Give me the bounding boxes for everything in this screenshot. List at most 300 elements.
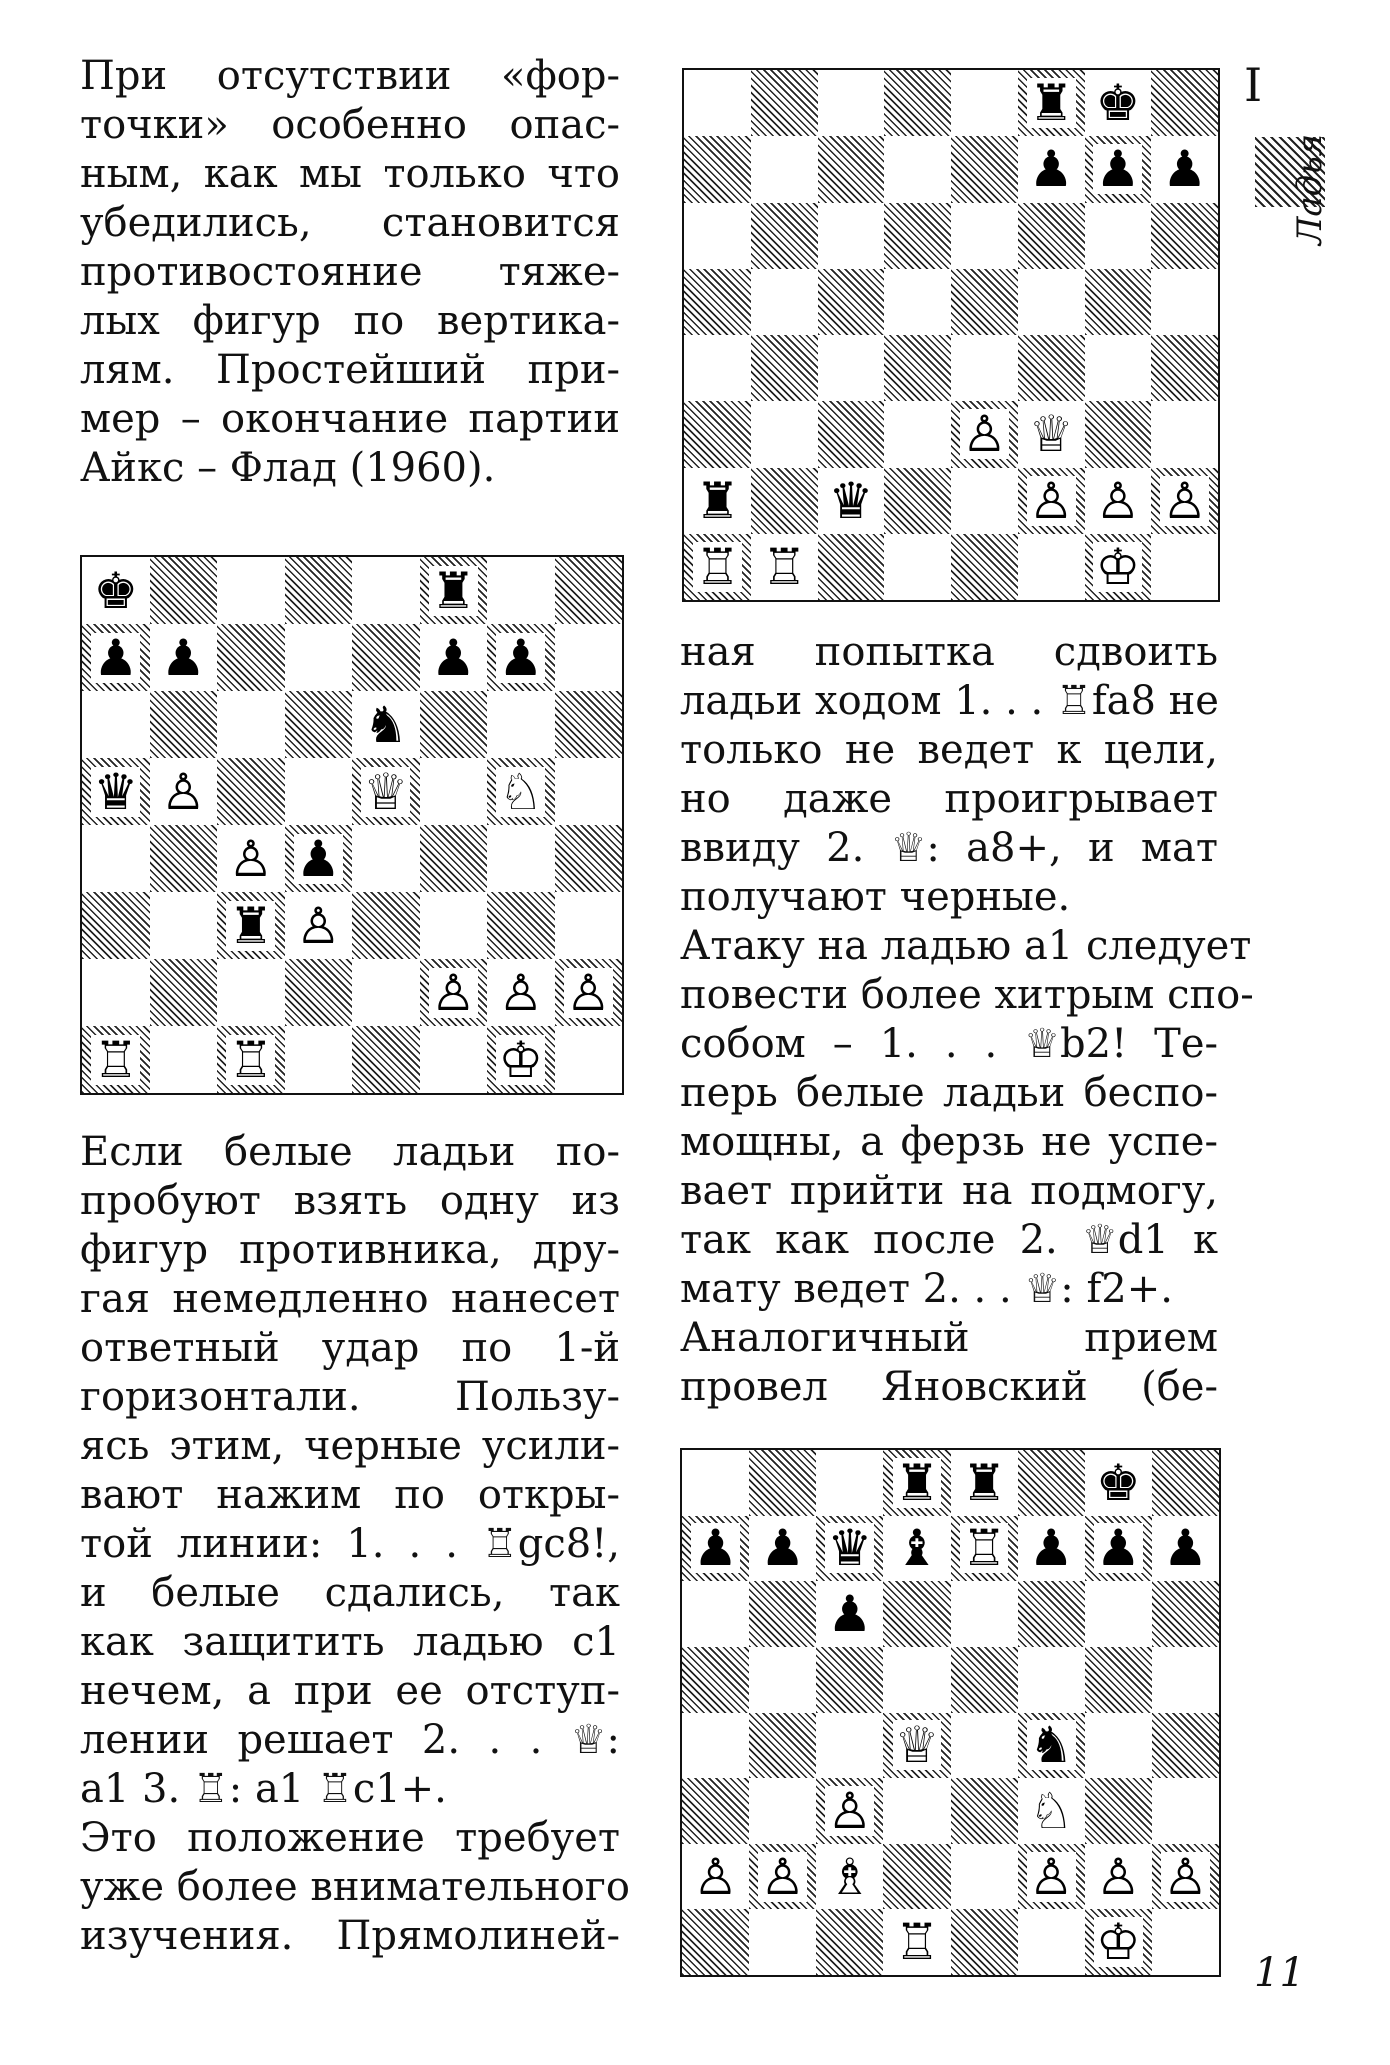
board-square: [751, 203, 818, 269]
board-square: [1085, 534, 1152, 600]
board-square: [285, 959, 353, 1026]
chess-piece-icon: ♟: [1095, 1519, 1141, 1578]
board-square: [951, 1581, 1018, 1647]
chess-piece-icon: ♚: [1095, 1453, 1141, 1512]
chess-piece-icon: ♕: [894, 1716, 940, 1775]
chess-piece-icon: ♚: [1095, 74, 1141, 133]
board-square: [684, 468, 751, 534]
chess-piece-icon: ♜: [694, 471, 740, 530]
chess-piece-icon: ♜: [1028, 74, 1074, 133]
board-square: [951, 1647, 1018, 1713]
text-line: фигур противника, дру-: [80, 1227, 620, 1273]
chess-piece-icon: ♟: [1162, 140, 1208, 199]
board-square: [751, 534, 818, 600]
chess-piece-icon: ♛: [93, 762, 139, 821]
chess-piece-icon: ♞: [1028, 1716, 1074, 1775]
chess-piece-icon: ♙: [827, 1781, 873, 1840]
chess-piece-icon: ♘: [498, 762, 544, 821]
text-right-middle: [680, 628, 1254, 1412]
chess-piece-icon: ♜: [430, 561, 476, 620]
board-square: [818, 136, 885, 202]
board-square: [684, 269, 751, 335]
board-square: [884, 203, 951, 269]
board-square: [420, 557, 488, 624]
board-square: [150, 758, 218, 825]
board-square: [352, 691, 420, 758]
chess-piece-icon: ♖: [694, 537, 740, 596]
text-line: лям. Простейший при-: [80, 347, 620, 393]
chess-piece-icon: ♙: [1028, 471, 1074, 530]
board-square: [1085, 1713, 1152, 1779]
board-square: [1018, 468, 1085, 534]
board-square: [555, 557, 623, 624]
board-square: [150, 1026, 218, 1093]
board-square: [883, 1647, 950, 1713]
text-line: и белые сдались, так: [80, 1570, 620, 1616]
board-square: [1085, 401, 1152, 467]
text-line: Атаку на ладью a1 следует: [680, 923, 1252, 969]
text-line: лении решает 2. . . ♕:: [80, 1717, 620, 1763]
board-square: [884, 335, 951, 401]
text-line: ным, как мы только что: [80, 151, 620, 197]
text-line: мощны, а ферзь не успе-: [680, 1119, 1218, 1165]
board-square: [82, 557, 150, 624]
board-square: [352, 825, 420, 892]
text-line: но даже проигрывает: [680, 776, 1218, 822]
board-square: [1085, 1516, 1152, 1582]
board-square: [818, 269, 885, 335]
board-square: [883, 1844, 950, 1910]
text-line: убедились, становится: [80, 200, 620, 246]
text-line: так как после 2. ♕d1 к: [680, 1217, 1218, 1263]
board-square: [1151, 136, 1218, 202]
board-square: [818, 468, 885, 534]
board-square: [487, 959, 555, 1026]
board-square: [285, 758, 353, 825]
board-square: [1151, 203, 1218, 269]
chess-piece-icon: ♟: [827, 1585, 873, 1644]
board-square: [487, 825, 555, 892]
board-square: [951, 1844, 1018, 1910]
board-square: [749, 1647, 816, 1713]
chess-piece-icon: ♘: [1028, 1781, 1074, 1840]
board-square: [420, 959, 488, 1026]
chess-piece-icon: ♙: [160, 762, 206, 821]
board-square: [555, 1026, 623, 1093]
chess-piece-icon: ♙: [1163, 1847, 1208, 1906]
board-square: [1018, 1581, 1085, 1647]
chess-piece-icon: ♖: [93, 1030, 139, 1089]
board-square: [352, 557, 420, 624]
board-square: [816, 1647, 883, 1713]
chess-piece-icon: ♔: [1095, 537, 1141, 596]
board-square: [555, 758, 623, 825]
chess-piece-icon: ♙: [1095, 1847, 1141, 1906]
chess-piece-icon: ♔: [1095, 1913, 1141, 1972]
text-line: ладьи ходом 1. . . ♖fa8 не: [680, 678, 1219, 724]
board-square: [751, 70, 818, 136]
board-square: [816, 1516, 883, 1582]
board-square: [1085, 136, 1152, 202]
board-square: [751, 468, 818, 534]
board-square: [150, 624, 218, 691]
board-square: [682, 1909, 749, 1975]
board-square: [217, 691, 285, 758]
board-square: [749, 1713, 816, 1779]
board-square: [883, 1778, 950, 1844]
board-square: [1151, 70, 1218, 136]
board-square: [1085, 70, 1152, 136]
board-square: [352, 959, 420, 1026]
chess-piece-icon: ♙: [498, 963, 544, 1022]
board-square: [217, 557, 285, 624]
board-square: [883, 1450, 950, 1516]
board-square: [751, 401, 818, 467]
board-square: [1152, 1778, 1219, 1844]
board-square: [1152, 1647, 1219, 1713]
board-square: [951, 335, 1018, 401]
text-line: уже более внимательного: [80, 1864, 630, 1910]
chess-piece-icon: ♟: [693, 1519, 738, 1578]
board-square: [82, 691, 150, 758]
board-square: [1085, 468, 1152, 534]
board-square: [150, 557, 218, 624]
board-square: [150, 959, 218, 1026]
board-square: [285, 1026, 353, 1093]
board-square: [285, 624, 353, 691]
text-line: провел Яновский (бе-: [680, 1364, 1218, 1410]
chess-piece-icon: ♚: [93, 561, 139, 620]
chess-piece-icon: ♟: [93, 628, 139, 687]
chess-piece-icon: ♜: [228, 896, 274, 955]
board-square: [1152, 1450, 1219, 1516]
board-square: [420, 825, 488, 892]
chess-piece-icon: ♟: [1028, 1519, 1074, 1578]
board-square: [682, 1713, 749, 1779]
board-square: [1151, 401, 1218, 467]
board-square: [82, 825, 150, 892]
chapter-title: Ладья: [1290, 133, 1330, 245]
page-number: 11: [1254, 1950, 1305, 1996]
board-square: [1085, 269, 1152, 335]
board-square: [818, 203, 885, 269]
chess-piece-icon: ♙: [565, 963, 611, 1022]
chess-piece-icon: ♙: [693, 1847, 738, 1906]
board-square: [1085, 1844, 1152, 1910]
chess-piece-icon: ♟: [498, 628, 544, 687]
board-square: [82, 758, 150, 825]
text-line: мату ведет 2. . . ♕: f2+.: [680, 1266, 1173, 1312]
text-line: той линии: 1. . . ♖gc8!,: [80, 1521, 620, 1567]
board-square: [682, 1647, 749, 1713]
board-square: [555, 825, 623, 892]
board-square: [883, 1516, 950, 1582]
board-square: [217, 825, 285, 892]
board-square: [150, 892, 218, 959]
board-square: [217, 758, 285, 825]
chess-diagram-3: [680, 1448, 1221, 1977]
board-square: [420, 892, 488, 959]
chess-piece-icon: ♟: [160, 628, 206, 687]
board-square: [951, 203, 1018, 269]
board-square: [285, 691, 353, 758]
board-square: [684, 203, 751, 269]
board-square: [82, 892, 150, 959]
board-square: [682, 1516, 749, 1582]
board-square: [884, 70, 951, 136]
board-square: [1085, 1450, 1152, 1516]
text-line: получают черные.: [680, 874, 1071, 920]
chess-piece-icon: ♙: [1095, 471, 1141, 530]
board-square: [684, 70, 751, 136]
board-square: [816, 1450, 883, 1516]
chess-piece-icon: ♙: [760, 1847, 806, 1906]
board-square: [1018, 335, 1085, 401]
text-line: перь белые ладьи беспо-: [680, 1070, 1218, 1116]
text-line: гая немедленно нанесет: [80, 1276, 620, 1322]
board-square: [420, 758, 488, 825]
board-square: [951, 468, 1018, 534]
chess-piece-icon: ♝: [894, 1519, 940, 1578]
board-square: [285, 825, 353, 892]
board-square: [82, 959, 150, 1026]
text-line: горизонтали. Пользу-: [80, 1374, 620, 1420]
text-line: мер – окончание партии: [80, 396, 620, 442]
board-square: [951, 1778, 1018, 1844]
board-square: [82, 624, 150, 691]
chess-piece-icon: ♟: [1163, 1519, 1208, 1578]
board-square: [1018, 203, 1085, 269]
board-square: [1085, 203, 1152, 269]
text-line: нечем, а при ее отступ-: [80, 1668, 620, 1714]
text-line: ввиду 2. ♕: a8+, и мат: [680, 825, 1218, 871]
chess-piece-icon: ♕: [1028, 405, 1074, 464]
board-square: [1085, 335, 1152, 401]
text-line: ная попытка сдвоить: [680, 629, 1218, 675]
board-square: [1151, 534, 1218, 600]
chess-piece-icon: ♖: [894, 1913, 940, 1972]
board-square: [487, 624, 555, 691]
board-square: [818, 335, 885, 401]
text-line: точки» особенно опас-: [80, 102, 620, 148]
board-square: [1152, 1909, 1219, 1975]
text-line: лых фигур по вертика-: [80, 298, 620, 344]
board-square: [1151, 269, 1218, 335]
board-square: [1018, 70, 1085, 136]
chapter-numeral: I: [1244, 58, 1263, 112]
board-square: [1018, 136, 1085, 202]
chess-piece-icon: ♛: [827, 1519, 873, 1578]
board-square: [682, 1778, 749, 1844]
board-square: [487, 758, 555, 825]
board-square: [285, 557, 353, 624]
chess-piece-icon: ♙: [430, 963, 476, 1022]
board-square: [951, 1450, 1018, 1516]
chess-piece-icon: ♙: [295, 896, 341, 955]
board-square: [1018, 534, 1085, 600]
chess-diagram-1: [80, 555, 624, 1095]
board-square: [951, 1909, 1018, 1975]
board-square: [555, 624, 623, 691]
board-square: [749, 1516, 816, 1582]
board-square: [1085, 1909, 1152, 1975]
board-square: [883, 1909, 950, 1975]
text-left-top: [80, 52, 620, 493]
board-square: [1152, 1516, 1219, 1582]
board-square: [1018, 1844, 1085, 1910]
text-line: пробуют взять одну из: [80, 1178, 620, 1224]
board-square: [555, 892, 623, 959]
board-square: [1018, 1647, 1085, 1713]
board-square: [751, 136, 818, 202]
board-square: [217, 892, 285, 959]
board-square: [1018, 1778, 1085, 1844]
board-square: [555, 959, 623, 1026]
board-square: [150, 825, 218, 892]
board-square: [487, 691, 555, 758]
board-square: [951, 70, 1018, 136]
board-square: [884, 269, 951, 335]
board-square: [1018, 1713, 1085, 1779]
board-square: [816, 1844, 883, 1910]
chess-piece-icon: ♜: [961, 1453, 1007, 1512]
board-square: [951, 269, 1018, 335]
board-square: [285, 892, 353, 959]
text-line: ответный удар по 1-й: [80, 1325, 620, 1371]
chess-piece-icon: ♟: [295, 829, 341, 888]
board-square: [82, 1026, 150, 1093]
board-square: [818, 70, 885, 136]
board-square: [217, 624, 285, 691]
board-square: [150, 691, 218, 758]
chess-piece-icon: ♞: [363, 695, 409, 754]
board-square: [749, 1581, 816, 1647]
chess-piece-icon: ♟: [430, 628, 476, 687]
chess-piece-icon: ♟: [1095, 140, 1141, 199]
board-square: [1018, 269, 1085, 335]
board-square: [884, 401, 951, 467]
chess-piece-icon: ♖: [961, 1519, 1007, 1578]
chess-diagram-2: [682, 68, 1220, 602]
text-line: При отсутствии «фор-: [80, 53, 620, 99]
chess-piece-icon: ♖: [761, 537, 807, 596]
board-square: [1018, 1450, 1085, 1516]
chess-piece-icon: ♙: [961, 405, 1007, 464]
board-square: [682, 1581, 749, 1647]
board-square: [818, 534, 885, 600]
board-square: [217, 1026, 285, 1093]
board-square: [816, 1713, 883, 1779]
text-line: Если белые ладьи по-: [80, 1129, 620, 1175]
board-square: [352, 624, 420, 691]
board-square: [684, 335, 751, 401]
board-square: [1085, 1581, 1152, 1647]
board-square: [749, 1778, 816, 1844]
text-line: противостояние тяже-: [80, 249, 620, 295]
board-square: [951, 1516, 1018, 1582]
board-square: [1018, 1516, 1085, 1582]
board-square: [682, 1844, 749, 1910]
board-square: [1085, 1778, 1152, 1844]
board-square: [1152, 1844, 1219, 1910]
board-square: [749, 1450, 816, 1516]
chess-piece-icon: ♜: [894, 1453, 940, 1512]
text-line: только не ведет к цели,: [680, 727, 1218, 773]
board-square: [420, 624, 488, 691]
board-square: [749, 1909, 816, 1975]
text-line: вает прийти на подмогу,: [680, 1168, 1218, 1214]
board-square: [884, 534, 951, 600]
board-square: [951, 1713, 1018, 1779]
chess-piece-icon: ♙: [1028, 1847, 1074, 1906]
chess-piece-icon: ♗: [827, 1847, 873, 1906]
text-line: Это положение требует: [80, 1815, 620, 1861]
board-square: [1018, 401, 1085, 467]
chess-piece-icon: ♟: [760, 1519, 806, 1578]
board-square: [217, 959, 285, 1026]
chess-piece-icon: ♙: [228, 829, 274, 888]
board-square: [682, 1450, 749, 1516]
board-square: [487, 557, 555, 624]
text-left-bottom: [80, 1128, 630, 1961]
board-square: [951, 401, 1018, 467]
board-square: [1018, 1909, 1085, 1975]
board-square: [487, 1026, 555, 1093]
board-square: [951, 534, 1018, 600]
board-square: [352, 758, 420, 825]
text-line: Аналогичный прием: [680, 1315, 1218, 1361]
text-line: собом – 1. . . ♕b2! Те-: [680, 1021, 1218, 1067]
board-square: [1151, 468, 1218, 534]
board-square: [420, 1026, 488, 1093]
text-line: Айкс – Флад (1960).: [80, 445, 496, 491]
board-square: [352, 892, 420, 959]
board-square: [751, 335, 818, 401]
board-square: [816, 1909, 883, 1975]
board-square: [684, 534, 751, 600]
board-square: [420, 691, 488, 758]
board-square: [818, 401, 885, 467]
board-square: [684, 136, 751, 202]
text-line: a1 3. ♖: a1 ♖c1+.: [80, 1766, 447, 1812]
chess-piece-icon: ♛: [828, 471, 874, 530]
board-square: [883, 1713, 950, 1779]
text-line: изучения. Прямолиней-: [80, 1913, 620, 1959]
board-square: [951, 136, 1018, 202]
board-square: [884, 136, 951, 202]
chess-piece-icon: ♙: [1162, 471, 1208, 530]
board-square: [1152, 1713, 1219, 1779]
board-square: [749, 1844, 816, 1910]
chess-piece-icon: ♕: [363, 762, 409, 821]
board-square: [555, 691, 623, 758]
chess-piece-icon: ♔: [498, 1030, 544, 1089]
board-square: [883, 1581, 950, 1647]
board-square: [751, 269, 818, 335]
board-square: [884, 468, 951, 534]
text-line: вают нажим по откры-: [80, 1472, 620, 1518]
board-square: [352, 1026, 420, 1093]
board-square: [1151, 335, 1218, 401]
chess-piece-icon: ♖: [228, 1030, 274, 1089]
board-square: [1152, 1581, 1219, 1647]
board-square: [1085, 1647, 1152, 1713]
board-square: [816, 1778, 883, 1844]
board-square: [684, 401, 751, 467]
text-line: повести более хитрым спо-: [680, 972, 1254, 1018]
text-line: ясь этим, черные усили-: [80, 1423, 620, 1469]
text-line: как защитить ладью c1: [80, 1619, 620, 1665]
